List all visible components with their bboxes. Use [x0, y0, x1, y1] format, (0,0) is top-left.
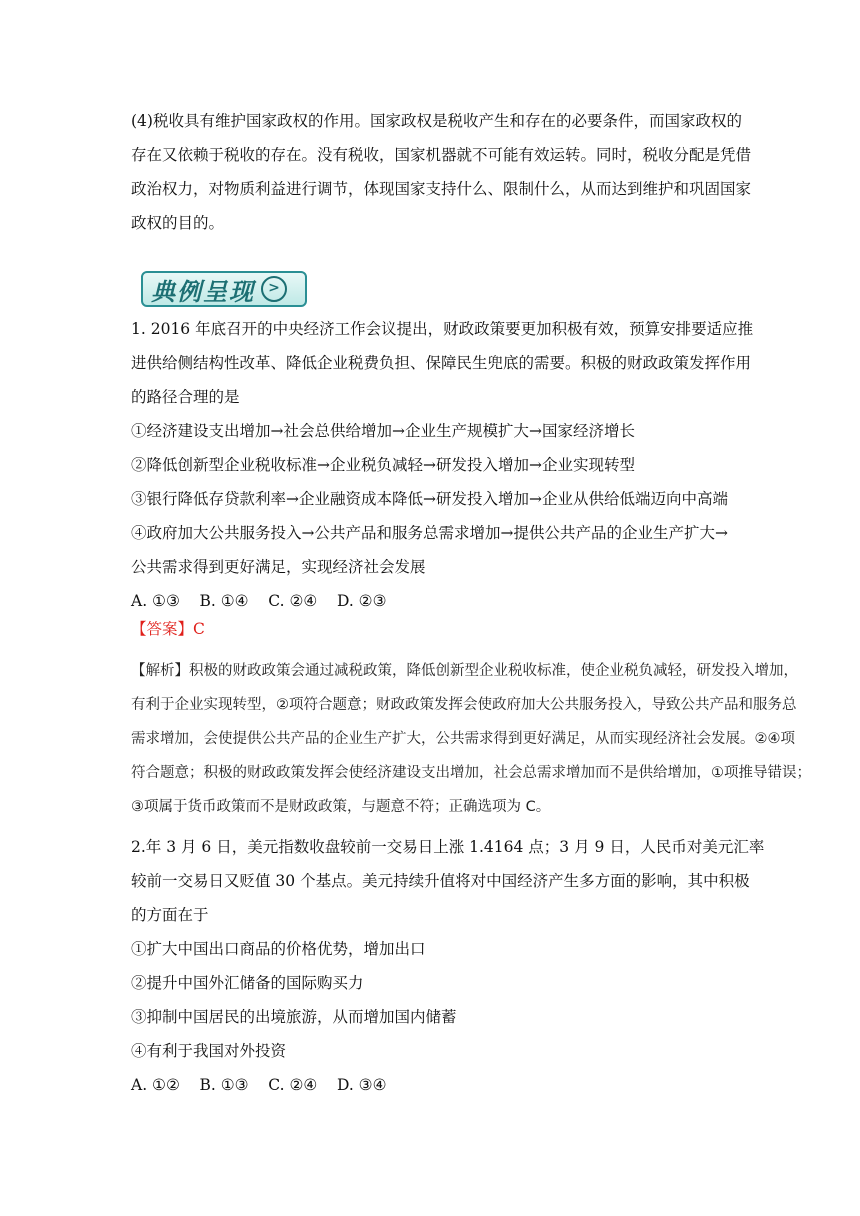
text-line: 政权的目的。: [131, 214, 225, 232]
option-statement: ③银行降低存贷款利率→企业融资成本降低→研发投入增加→企业从供给低端迈向中高端: [131, 490, 728, 508]
option-statement: ④政府加大公共服务投入→公共产品和服务总需求增加→提供公共产品的企业生产扩大→: [131, 524, 728, 542]
example-banner: [141, 271, 307, 307]
question-line: 2.年 3 月 6 日，美元指数收盘较前一交易日上涨 1.4164 点；3 月 9 日，人民币对美元汇率: [131, 838, 765, 856]
option-statement: ①经济建设支出增加→社会总供给增加→企业生产规模扩大→国家经济增长: [131, 422, 635, 440]
answer-value: C: [193, 620, 205, 638]
question-line: 的方面在于: [131, 906, 209, 924]
option-statement: ②降低创新型企业税收标准→企业税负减轻→研发投入增加→企业实现转型: [131, 456, 635, 474]
answer-line: [131, 617, 205, 639]
analysis-line: ③项属于货币政策而不是财政政策，与题意不符；正确选项为 C。: [131, 799, 551, 815]
option-statement: ③抑制中国居民的出境旅游，从而增加国内储蓄: [131, 1008, 457, 1026]
answer-choices: A. ①② B. ①③ C. ②④ D. ③④: [131, 1076, 387, 1094]
answer-choices: A. ①③ B. ①④ C. ②④ D. ②③: [131, 592, 387, 610]
question-line: 的路径合理的是: [131, 388, 240, 406]
question-line: 1. 2016 年底召开的中央经济工作会议提出，财政政策要更加积极有效，预算安排要适应推: [131, 320, 754, 338]
question-line: 较前一交易日又贬值 30 个基点。美元持续升值将对中国经济产生多方面的影响，其中积极: [131, 872, 750, 890]
option-statement: ①扩大中国出口商品的价格优势，增加出口: [131, 940, 426, 958]
option-statement: ④有利于我国对外投资: [131, 1042, 287, 1060]
analysis-block: [131, 654, 821, 824]
text-line: 政治权力，对物质利益进行调节，体现国家支持什么、限制什么，从而达到维护和巩固国家: [131, 180, 752, 198]
option-statement: ②提升中国外汇储备的国际购买力: [131, 974, 364, 992]
question-2: [131, 830, 765, 1102]
arrow-right-icon: >: [261, 276, 287, 302]
analysis-line: 有利于企业实现转型，②项符合题意；财政政策发挥会使政府加大公共服务投入，导致公共产品和服务总: [131, 697, 797, 713]
analysis-line: 符合题意；积极的财政政策发挥会使经济建设支出增加，社会总需求增加而不是供给增加，①项推导错误；: [131, 765, 811, 781]
banner-title: 典例呈现: [151, 276, 255, 306]
answer-tag: 【答案】: [131, 620, 194, 638]
intro-paragraph: [131, 104, 752, 240]
analysis-line: 需求增加，会使提供公共产品的企业生产扩大，公共需求得到更好满足，从而实现经济社会发展。②④项: [131, 731, 795, 747]
question-1: [131, 312, 754, 618]
question-line: 进供给侧结构性改革、降低企业税费负担、保障民生兜底的需要。积极的财政政策发挥作用: [131, 354, 752, 372]
analysis-line: 【解析】积极的财政政策会通过减税政策，降低创新型企业税收标准，使企业税负减轻，研发投入增加，: [131, 663, 798, 679]
text-line: 存在又依赖于税收的存在。没有税收，国家机器就不可能有效运转。同时，税收分配是凭借: [131, 146, 752, 164]
text-line: (4)税收具有维护国家政权的作用。国家政权是税收产生和存在的必要条件，而国家政权的: [131, 112, 742, 130]
option-statement: 公共需求得到更好满足，实现经济社会发展: [131, 558, 426, 576]
